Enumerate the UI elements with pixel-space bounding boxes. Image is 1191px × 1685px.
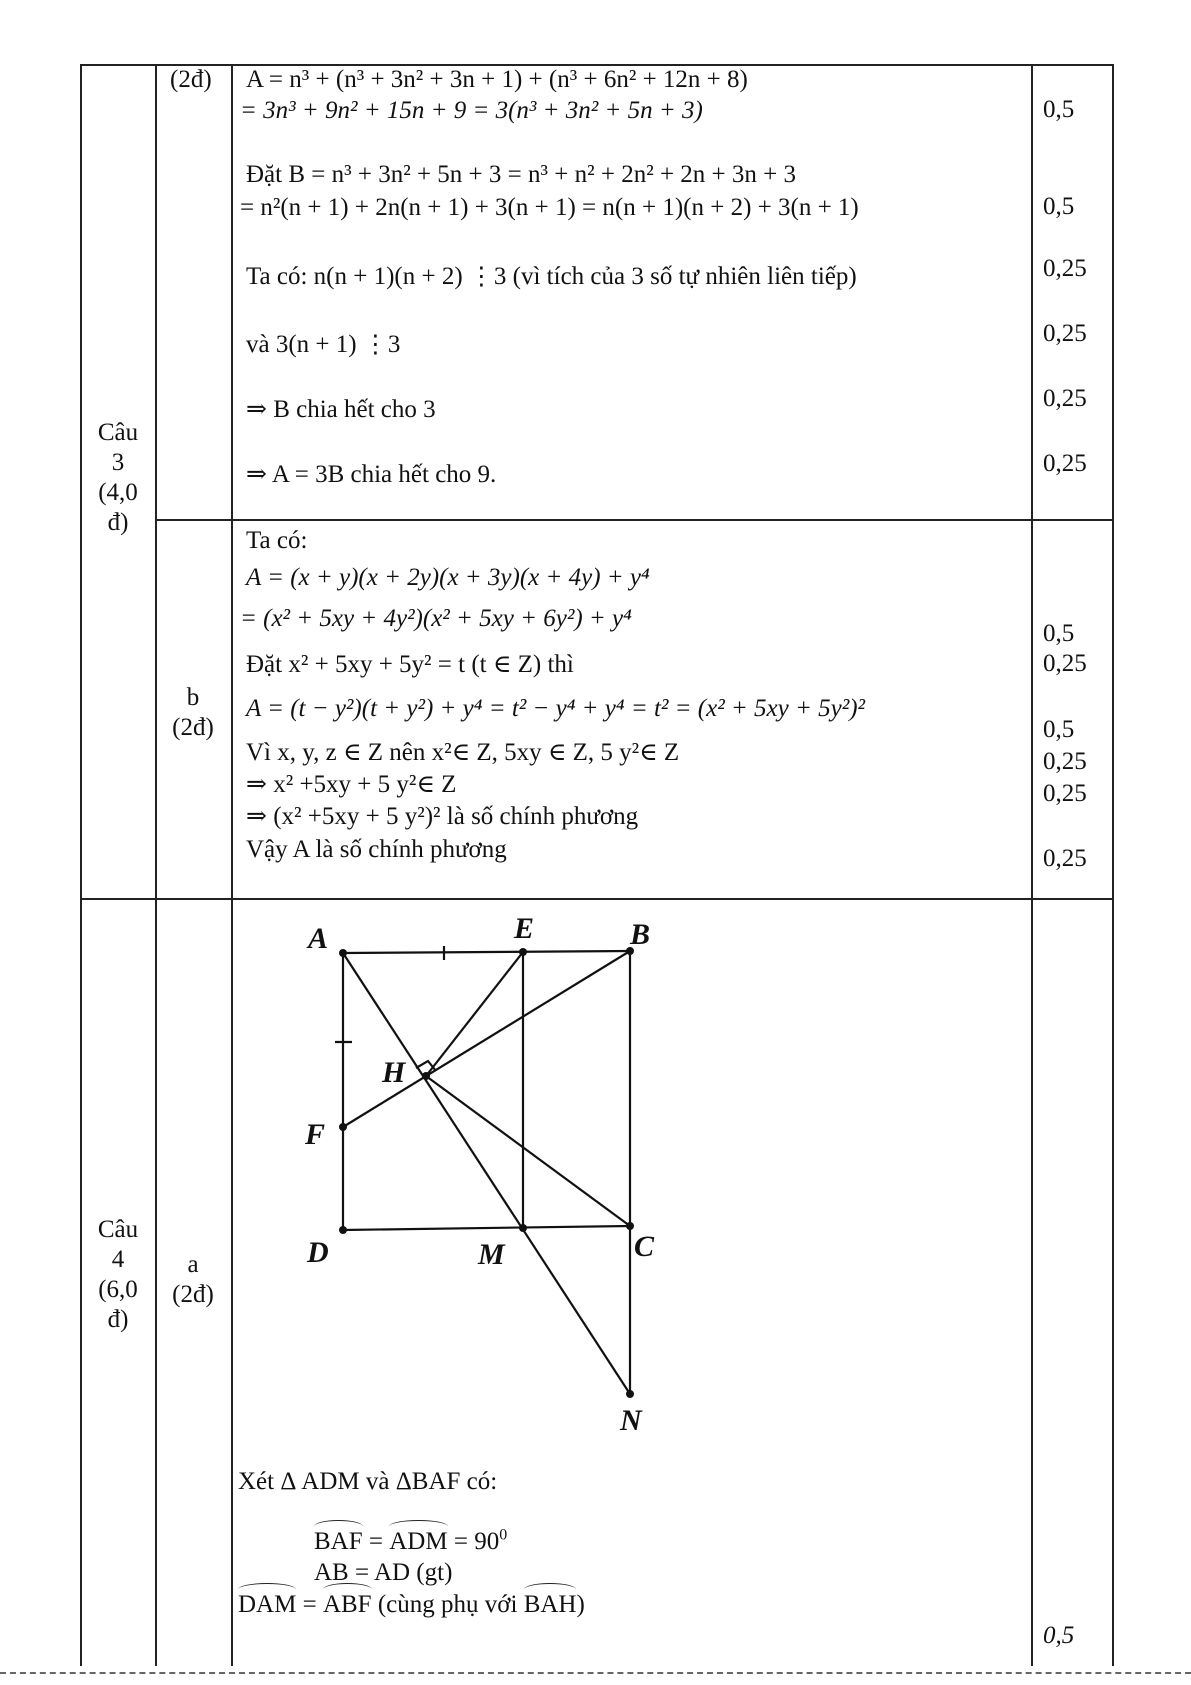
b3-line-1: Ta có:: [246, 527, 308, 554]
a3-score-2: 0,5: [1043, 193, 1075, 220]
label-a: A: [308, 922, 329, 955]
a3-line-1: A = n³ + (n³ + 3n² + 3n + 1) + (n³ + 6n² + 12n + 8): [246, 66, 748, 93]
b3-line-4: Đặt x² + 5xy + 5y² = t (t ∈ Z) thì: [246, 651, 574, 678]
label-c: C: [634, 1230, 655, 1263]
a3-line-6: và 3(n + 1) ⋮3: [246, 331, 401, 358]
angle-baf: BAF: [314, 1528, 363, 1555]
row-divider-a-b: [155, 519, 1114, 521]
label-h: H: [382, 1056, 406, 1089]
cau3-label: Câu 3 (4,0 đ): [97, 419, 139, 536]
table-col-divider-3: [1031, 64, 1033, 1666]
a3-score-6: 0,25: [1043, 450, 1087, 477]
point-m-dot: [519, 1224, 527, 1232]
b3-score-6: 0,25: [1043, 845, 1087, 872]
a3-line-7: ⇒ B chia hết cho 3: [246, 396, 436, 423]
b3-line-3: = (x² + 5xy + 4y²)(x² + 5xy + 6y²) + y⁴: [240, 605, 632, 632]
table-col-divider-1: [155, 64, 157, 1666]
a4-score-1: 0,5: [1043, 1622, 1075, 1649]
point-a-dot: [339, 949, 347, 957]
label-e: E: [514, 912, 535, 945]
a3-line-2: = 3n³ + 9n² + 15n + 9 = 3(n³ + 3n² + 5n + 3): [240, 97, 703, 124]
b3-score-3: 0,5: [1043, 716, 1075, 743]
a3-line-3: Đặt B = n³ + 3n² + 5n + 3 = n³ + n² + 2n² + 2n + 3n + 3: [246, 161, 796, 188]
point-c-dot: [626, 1222, 634, 1230]
point-f-dot: [339, 1123, 347, 1131]
part-a4-label: a (2đ): [172, 1251, 214, 1308]
a3-score-3: 0,25: [1043, 255, 1087, 282]
b3-score-5: 0,25: [1043, 780, 1087, 807]
b3-score-2: 0,25: [1043, 650, 1087, 677]
b3-score-4: 0,25: [1043, 748, 1087, 775]
a3-score-1: 0,5: [1043, 96, 1075, 123]
b3-line-5: A = (t − y²)(t + y²) + y⁴ = t² − y⁴ + y⁴ = t² = (x² + 5xy + 5y²)²: [246, 695, 866, 722]
table-border-right: [1112, 64, 1114, 1666]
b3-line-8: ⇒ (x² +5xy + 5 y²)² là số chính phương: [246, 803, 639, 830]
a4-angle-complement: DAM = ABF (cùng phụ với BAH): [238, 1591, 585, 1618]
angle-dam: DAM: [238, 1591, 297, 1618]
a3-line-8: ⇒ A = 3B chia hết cho 9.: [246, 461, 497, 488]
label-d: D: [307, 1236, 329, 1269]
a4-ab-ad: AB = AD (gt): [314, 1559, 453, 1586]
table-border-left: [80, 64, 82, 1666]
label-f: F: [305, 1118, 326, 1151]
b3-line-9: Vậy A là số chính phương: [246, 836, 507, 863]
geometry-figure: [300, 905, 700, 1435]
part-a3-points: (2đ): [170, 66, 212, 93]
a3-line-4: = n²(n + 1) + 2n(n + 1) + 3(n + 1) = n(n + 1)(n + 2) + 3(n + 1): [240, 194, 859, 221]
cau4-label: Câu 4 (6,0 đ): [97, 1216, 139, 1333]
b3-line-6: Vì x, y, z ∈ Z nên x²∈ Z, 5xy ∈ Z, 5 y²∈ Z: [246, 739, 680, 766]
angle-bah: BAH: [523, 1591, 577, 1618]
a3-score-4: 0,25: [1043, 320, 1087, 347]
b3-score-1: 0,5: [1043, 620, 1075, 647]
b3-line-7: ⇒ x² +5xy + 5 y²∈ Z: [246, 771, 457, 798]
label-n: N: [620, 1404, 642, 1435]
a3-score-5: 0,25: [1043, 385, 1087, 412]
label-b: B: [630, 918, 651, 951]
a3-line-5: Ta có: n(n + 1)(n + 2) ⋮3 (vì tích của 3 số tự nhiên liên tiếp): [246, 263, 857, 290]
page-bottom-rule: [0, 1672, 1191, 1674]
a4-angle-equality: BAF = ADM = $90^0$: [314, 1526, 508, 1555]
point-h-dot: [422, 1072, 430, 1080]
angle-adm: ADM: [389, 1528, 448, 1555]
a4-xet-line: Xét Δ ADM và ΔBAF có:: [238, 1468, 498, 1495]
table-col-divider-2: [231, 64, 233, 1666]
point-e-dot: [519, 948, 527, 956]
label-m: M: [478, 1238, 505, 1271]
row-divider-cau3-cau4: [80, 898, 1114, 900]
point-n-dot: [626, 1390, 634, 1398]
b3-line-2: A = (x + y)(x + 2y)(x + 3y)(x + 4y) + y⁴: [246, 564, 650, 591]
point-d-dot: [339, 1226, 347, 1234]
angle-abf: ABF: [322, 1591, 372, 1618]
part-b3-label: b (2đ): [172, 684, 214, 741]
